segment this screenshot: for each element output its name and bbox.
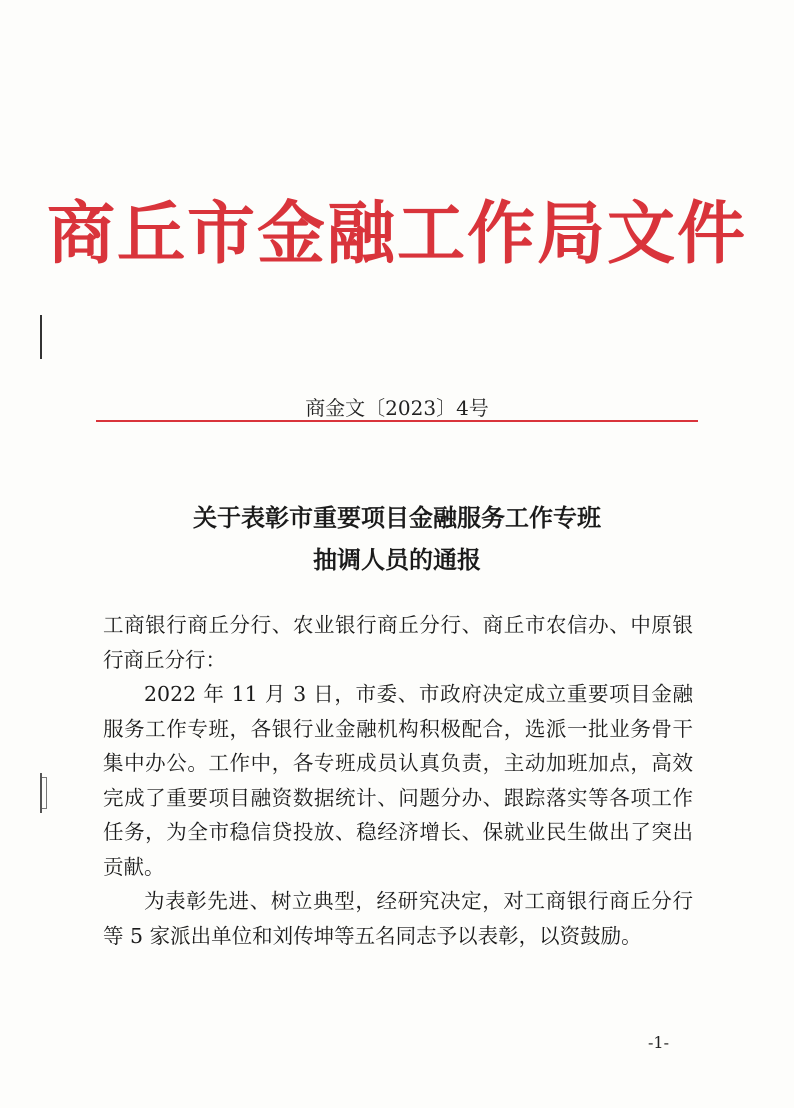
title-line-1: 关于表彰市重要项目金融服务工作专班	[193, 503, 601, 532]
body-paragraph-2: 为表彰先进、树立典型，经研究决定，对工商银行商丘分行等 5 家派出单位和刘传坤等五名同志予以表彰，以资鼓励。	[103, 889, 693, 948]
issuing-authority-header: 商丘市金融工作局文件	[46, 194, 747, 274]
addressee: 工商银行商丘分行、农业银行商丘分行、商丘市农信办、中原银行商丘分行：	[103, 613, 693, 672]
red-separator-line	[96, 420, 698, 422]
body-paragraph-1: 2022 年 11 月 3 日，市委、市政府决定成立重要项目金融服务工作专班，各银行业金融机构积极配合，选派一批业务骨干集中办公。工作中，各专班成员认真负责，主动加班加点，高效完成了重要项目融资数据统计、问题分办、跟踪落实等各项工作任务，为全市稳信贷投放、稳经济增长、保就业民生做出了突出贡献。	[103, 682, 693, 879]
page-number: -1-	[648, 1033, 669, 1052]
binding-mark	[40, 315, 42, 359]
binding-mark	[40, 773, 42, 813]
document-body	[103, 608, 693, 953]
document-number: 商金文〔2023〕4号	[305, 396, 489, 420]
document-title	[0, 497, 794, 581]
title-line-2: 抽调人员的通报	[313, 545, 481, 574]
